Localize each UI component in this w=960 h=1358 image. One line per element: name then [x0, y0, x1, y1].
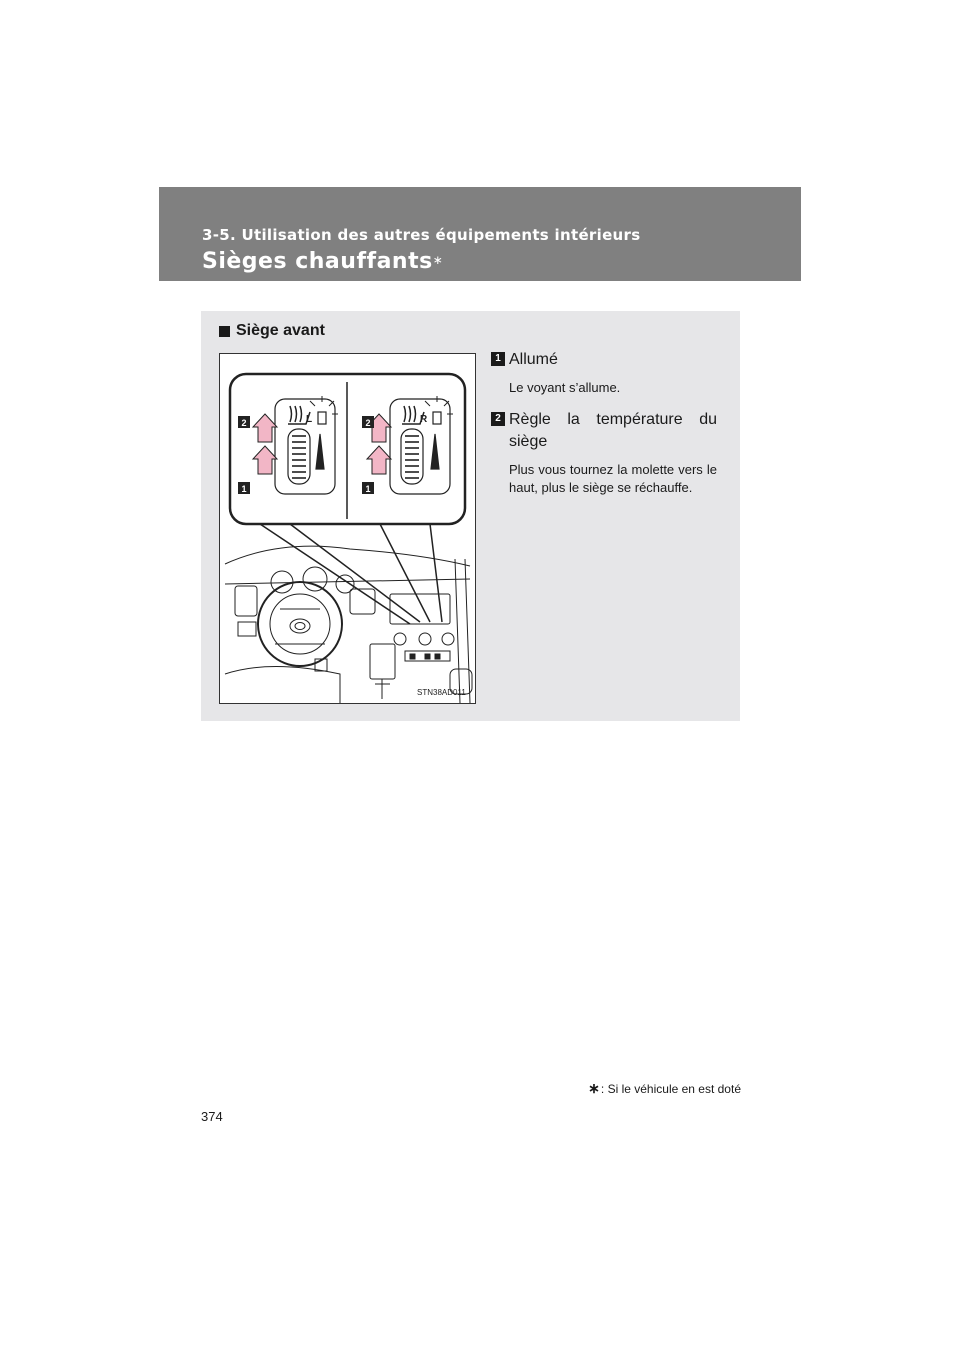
- left-switch-letter: L: [306, 414, 313, 425]
- step-description: Le voyant s’allume.: [509, 380, 621, 395]
- content-box: [201, 311, 740, 721]
- subsection-title: Siège avant: [236, 322, 325, 339]
- section-label: 3-5. Utilisation des autres équipements intérieurs: [202, 226, 641, 244]
- step-1: [491, 349, 717, 397]
- step-number-badge: 2: [491, 412, 505, 426]
- steps-list: [491, 349, 717, 509]
- square-bullet-icon: [219, 326, 230, 337]
- page-title-text: Sièges chauffants: [202, 249, 433, 274]
- asterisk-icon: ∗: [588, 1080, 600, 1096]
- figure-code: STN38AD011: [417, 688, 466, 697]
- right-switch-letter: R: [420, 414, 428, 425]
- seat-heater-illustration: [219, 353, 476, 704]
- footnote-text: : Si le véhicule en est doté: [600, 1081, 741, 1096]
- callout-1-right: 1: [365, 484, 371, 494]
- step-title: Règle la température du siège: [509, 411, 717, 450]
- page-title: [202, 248, 443, 276]
- chapter-header: [159, 187, 801, 281]
- footnote: [588, 1080, 741, 1097]
- callout-2-right: 2: [365, 418, 371, 428]
- page-number: 374: [201, 1109, 223, 1124]
- optional-equipment-mark: ∗: [432, 253, 444, 267]
- callout-1-left: 1: [241, 484, 247, 494]
- step-2: [491, 409, 717, 497]
- step-description: Plus vous tournez la molette vers le haut, plus le siège se réchauffe.: [509, 462, 717, 495]
- step-title: Allumé: [509, 351, 558, 368]
- subsection-heading: [219, 322, 325, 340]
- callout-2-left: 2: [241, 418, 247, 428]
- step-number-badge: 1: [491, 352, 505, 366]
